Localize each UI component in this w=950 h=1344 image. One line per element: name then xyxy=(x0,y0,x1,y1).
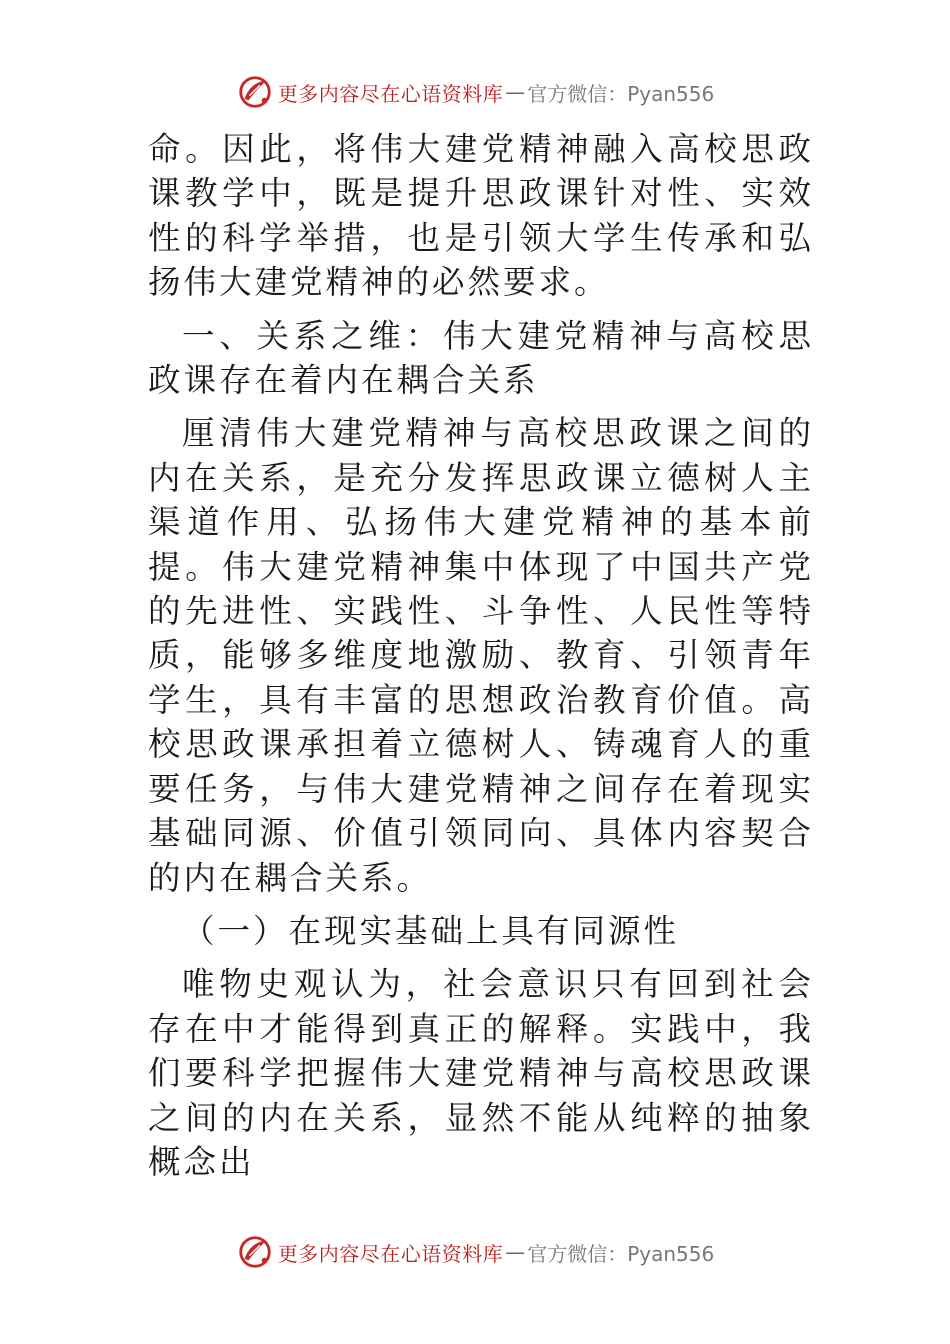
paragraph-continuation: 命。因此，将伟大建党精神融入高校思政课教学中，既是提升思政课针对性、实效性的科学举措，也是引领大学生传承和弘扬伟大建党精神的必然要求。 xyxy=(148,130,814,302)
header-banner xyxy=(0,70,950,114)
footer-separator: — xyxy=(505,1240,526,1264)
header-separator: — xyxy=(505,80,526,104)
section-heading: 一、关系之维：伟大建党精神与高校思政课存在着内在耦合关系 xyxy=(148,316,814,400)
paragraph: 唯物史观认为，社会意识只有回到社会存在中才能得到真正的解释。实践中，我们要科学把握伟大建党精神与高校思政课之间的内在关系，显然不能从纯粹的抽象概念出 xyxy=(148,965,814,1181)
brush-seal-icon xyxy=(236,1233,274,1271)
header-contact-text: 官方微信：Pyan556 xyxy=(527,81,715,106)
document-body xyxy=(148,127,814,1184)
paragraph: 厘清伟大建党精神与高校思政课之间的内在关系，是充分发挥思政课立德树人主渠道作用、弘扬伟大建党精神的基本前提。伟大建党精神集中体现了中国共产党的先进性、实践性、斗争性、人民性等特质，能够多维度地激励、教育、引领青年学生，具有丰富的思想政治教育价值。高校思政课承担着立德树人、铸魂育人的重要任务，与伟大建党精神之间存在着现实基础同源、价值引领同向、具体内容契合的内在耦合关系。 xyxy=(148,414,814,897)
footer-contact-text: 官方微信：Pyan556 xyxy=(527,1241,715,1266)
subsection-heading: （一）在现实基础上具有同源性 xyxy=(182,911,680,950)
footer-banner xyxy=(0,1230,950,1274)
footer-brand-text: 更多内容尽在心语资料库 xyxy=(277,1241,504,1266)
header-brand-text: 更多内容尽在心语资料库 xyxy=(277,81,504,106)
brush-seal-icon xyxy=(236,73,274,111)
